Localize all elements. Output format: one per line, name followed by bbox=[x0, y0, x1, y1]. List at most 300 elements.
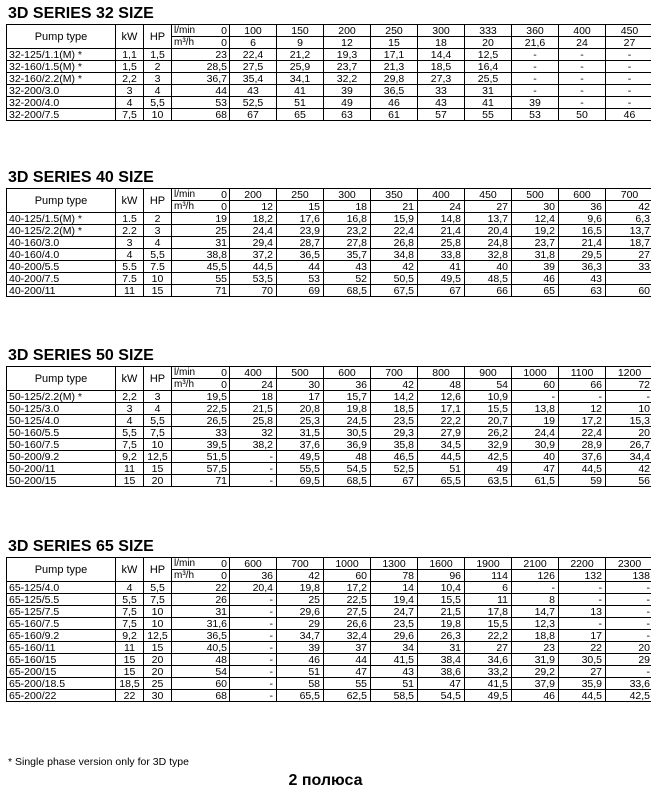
head-at-zero-cell: 31 bbox=[172, 237, 230, 249]
head-value-cell: 35,8 bbox=[371, 439, 418, 451]
flow-value: 600 bbox=[324, 367, 371, 379]
head-value-cell: - bbox=[606, 618, 651, 630]
head-value-cell: 42,5 bbox=[606, 690, 651, 702]
head-value-cell: 34,8 bbox=[371, 249, 418, 261]
head-value-cell: 17,1 bbox=[371, 49, 418, 61]
head-value-cell: 43 bbox=[324, 261, 371, 273]
table-row bbox=[7, 109, 651, 121]
head-value-cell: 50,5 bbox=[371, 273, 418, 285]
flow-value: 12 bbox=[324, 37, 371, 49]
head-value-cell: 15,5 bbox=[418, 594, 465, 606]
hp-cell: 10 bbox=[144, 273, 172, 285]
head-value-cell: 18,8 bbox=[512, 630, 559, 642]
flow-value: 600 bbox=[230, 558, 277, 570]
head-value-cell: - bbox=[606, 630, 651, 642]
kw-header: kW bbox=[116, 558, 144, 582]
kw-cell: 3 bbox=[116, 403, 144, 415]
head-value-cell: 27,5 bbox=[230, 61, 277, 73]
flow-value: 1900 bbox=[465, 558, 512, 570]
head-value-cell: 28,7 bbox=[277, 237, 324, 249]
pump-type-cell: 50-200/15 bbox=[7, 475, 116, 487]
head-value-cell: - bbox=[230, 451, 277, 463]
hp-cell: 2 bbox=[144, 213, 172, 225]
flow-value: 700 bbox=[606, 189, 651, 201]
head-value-cell: 6 bbox=[465, 582, 512, 594]
table-row bbox=[7, 618, 651, 630]
head-value-cell: 42 bbox=[606, 463, 651, 475]
flow-zero-cell bbox=[172, 201, 230, 213]
head-value-cell: 19,8 bbox=[324, 403, 371, 415]
head-value-cell: 25,8 bbox=[230, 415, 277, 427]
hp-cell: 10 bbox=[144, 109, 172, 121]
head-at-zero-cell: 54 bbox=[172, 666, 230, 678]
head-value-cell: 23,2 bbox=[324, 225, 371, 237]
head-value-cell: 69 bbox=[277, 285, 324, 297]
head-value-cell: - bbox=[559, 73, 606, 85]
pump-type-cell: 65-160/9.2 bbox=[7, 630, 116, 642]
head-value-cell: 54,5 bbox=[324, 463, 371, 475]
table-row bbox=[7, 249, 651, 261]
flow-value: 9 bbox=[277, 37, 324, 49]
head-value-cell: 17,1 bbox=[418, 403, 465, 415]
table-row bbox=[7, 666, 651, 678]
head-value-cell: 23,5 bbox=[371, 415, 418, 427]
kw-cell: 9,2 bbox=[116, 630, 144, 642]
head-value-cell: 41,5 bbox=[371, 654, 418, 666]
head-value-cell: 65,5 bbox=[418, 475, 465, 487]
head-value-cell: 68,5 bbox=[324, 285, 371, 297]
head-value-cell: - bbox=[606, 391, 651, 403]
hp-cell: 3 bbox=[144, 225, 172, 237]
head-value-cell: 35,9 bbox=[559, 678, 606, 690]
head-value-cell: 13,7 bbox=[465, 213, 512, 225]
head-value-cell: 29,3 bbox=[371, 427, 418, 439]
flow-value: 400 bbox=[418, 189, 465, 201]
pump-type-cell: 40-200/7.5 bbox=[7, 273, 116, 285]
head-value-cell: - bbox=[559, 49, 606, 61]
section-title: 3D SERIES 65 SIZE bbox=[8, 538, 154, 555]
head-value-cell: 34,4 bbox=[606, 451, 651, 463]
head-value-cell: 44,5 bbox=[418, 451, 465, 463]
head-value-cell: 53 bbox=[277, 273, 324, 285]
head-at-zero-cell: 36,5 bbox=[172, 630, 230, 642]
head-value-cell: 16,4 bbox=[465, 61, 512, 73]
pump-type-cell: 65-200/18.5 bbox=[7, 678, 116, 690]
hp-header: HP bbox=[144, 367, 172, 391]
head-value-cell: 20 bbox=[606, 427, 651, 439]
hp-cell: 4 bbox=[144, 403, 172, 415]
head-value-cell: - bbox=[230, 618, 277, 630]
hp-cell: 5,5 bbox=[144, 249, 172, 261]
pump-type-cell: 65-160/7.5 bbox=[7, 618, 116, 630]
kw-cell: 1.5 bbox=[116, 213, 144, 225]
head-at-zero-cell: 26 bbox=[172, 594, 230, 606]
kw-cell: 4 bbox=[116, 97, 144, 109]
head-value-cell: 46 bbox=[512, 690, 559, 702]
pump-type-cell: 65-200/15 bbox=[7, 666, 116, 678]
flow-value: 200 bbox=[324, 25, 371, 37]
head-value-cell: 46 bbox=[371, 97, 418, 109]
flow-value: 250 bbox=[371, 25, 418, 37]
flow-value: 27 bbox=[465, 201, 512, 213]
head-value-cell: 31,9 bbox=[512, 654, 559, 666]
head-value-cell: 27 bbox=[465, 642, 512, 654]
head-value-cell: - bbox=[606, 85, 651, 97]
table-row bbox=[7, 273, 651, 285]
flow-value: 72 bbox=[606, 379, 651, 391]
head-value-cell: 63 bbox=[324, 109, 371, 121]
head-value-cell: 63,5 bbox=[465, 475, 512, 487]
head-value-cell: 65 bbox=[277, 109, 324, 121]
head-value-cell: 6,3 bbox=[606, 213, 651, 225]
head-value-cell: 39 bbox=[324, 85, 371, 97]
head-value-cell: 51 bbox=[277, 666, 324, 678]
table-row bbox=[7, 582, 651, 594]
table-row bbox=[7, 642, 651, 654]
head-value-cell: 15,5 bbox=[465, 403, 512, 415]
head-value-cell: 36,5 bbox=[371, 85, 418, 97]
head-at-zero-cell: 48 bbox=[172, 654, 230, 666]
hp-cell: 4 bbox=[144, 85, 172, 97]
head-value-cell: 17 bbox=[277, 391, 324, 403]
flow-value: 2300 bbox=[606, 558, 651, 570]
head-value-cell: 37,6 bbox=[277, 439, 324, 451]
hp-cell: 30 bbox=[144, 690, 172, 702]
head-at-zero-cell: 33 bbox=[172, 427, 230, 439]
head-value-cell: 34,7 bbox=[277, 630, 324, 642]
head-value-cell: 52 bbox=[324, 273, 371, 285]
head-at-zero-cell: 40,5 bbox=[172, 642, 230, 654]
head-value-cell: 67 bbox=[230, 109, 277, 121]
hp-cell: 20 bbox=[144, 666, 172, 678]
head-value-cell bbox=[606, 273, 651, 285]
head-value-cell: 41 bbox=[277, 85, 324, 97]
flow-zero-cell bbox=[172, 25, 230, 37]
kw-cell: 5.5 bbox=[116, 261, 144, 273]
pump-performance-table bbox=[6, 188, 651, 297]
head-value-cell: 13 bbox=[559, 606, 606, 618]
flow-value: 400 bbox=[230, 367, 277, 379]
head-value-cell: 53,5 bbox=[230, 273, 277, 285]
head-value-cell: 29 bbox=[277, 618, 324, 630]
head-value-cell: - bbox=[559, 618, 606, 630]
kw-header: kW bbox=[116, 367, 144, 391]
head-value-cell: 38,6 bbox=[418, 666, 465, 678]
head-value-cell: 10,9 bbox=[465, 391, 512, 403]
flow-value: 450 bbox=[606, 25, 651, 37]
head-value-cell: 55,5 bbox=[277, 463, 324, 475]
head-value-cell: 19,8 bbox=[418, 618, 465, 630]
hp-cell: 20 bbox=[144, 654, 172, 666]
head-value-cell: 10,4 bbox=[418, 582, 465, 594]
head-at-zero-cell: 31,6 bbox=[172, 618, 230, 630]
pump-type-cell: 40-125/2.2(M) * bbox=[7, 225, 116, 237]
head-value-cell: 46 bbox=[606, 109, 651, 121]
flow-value: 360 bbox=[512, 25, 559, 37]
head-value-cell: 33 bbox=[606, 261, 651, 273]
flow-zero-cell bbox=[172, 37, 230, 49]
head-value-cell: 22,5 bbox=[324, 594, 371, 606]
hp-cell: 5,5 bbox=[144, 415, 172, 427]
table-row bbox=[7, 439, 651, 451]
head-value-cell: 48 bbox=[324, 451, 371, 463]
flow-value: 42 bbox=[277, 570, 324, 582]
flow-value: 250 bbox=[277, 189, 324, 201]
head-at-zero-cell: 53 bbox=[172, 97, 230, 109]
lmin-label: l/min bbox=[174, 557, 196, 569]
hp-cell: 3 bbox=[144, 391, 172, 403]
head-value-cell: 23 bbox=[512, 642, 559, 654]
head-value-cell: - bbox=[512, 73, 559, 85]
head-value-cell: 25,9 bbox=[277, 61, 324, 73]
flow-value: 2100 bbox=[512, 558, 559, 570]
pump-type-cell: 65-160/11 bbox=[7, 642, 116, 654]
head-value-cell: 31 bbox=[465, 85, 512, 97]
flow-value: 42 bbox=[371, 379, 418, 391]
head-value-cell: 19,3 bbox=[324, 49, 371, 61]
head-value-cell: 55 bbox=[324, 678, 371, 690]
flow-value: 2200 bbox=[559, 558, 606, 570]
head-value-cell: 33,6 bbox=[606, 678, 651, 690]
series-section bbox=[6, 168, 650, 297]
flow-value: 300 bbox=[324, 189, 371, 201]
head-value-cell: 15,5 bbox=[465, 618, 512, 630]
hp-cell: 4 bbox=[144, 237, 172, 249]
table-row bbox=[7, 225, 651, 237]
head-value-cell: 41 bbox=[418, 261, 465, 273]
head-at-zero-cell: 71 bbox=[172, 285, 230, 297]
head-value-cell: - bbox=[230, 630, 277, 642]
table-row bbox=[7, 690, 651, 702]
head-value-cell: - bbox=[230, 654, 277, 666]
hp-cell: 15 bbox=[144, 285, 172, 297]
pump-type-cell: 40-160/4.0 bbox=[7, 249, 116, 261]
head-value-cell: 30,5 bbox=[559, 654, 606, 666]
lmin-label: l/min bbox=[174, 188, 196, 200]
head-value-cell: 34 bbox=[371, 642, 418, 654]
table-row bbox=[7, 97, 651, 109]
flow-value: 138 bbox=[606, 570, 651, 582]
head-at-zero-cell: 60 bbox=[172, 678, 230, 690]
head-value-cell: 59 bbox=[559, 475, 606, 487]
head-value-cell: 29,2 bbox=[512, 666, 559, 678]
head-value-cell: 19 bbox=[512, 415, 559, 427]
kw-cell: 5,5 bbox=[116, 427, 144, 439]
pump-type-cell: 50-200/9.2 bbox=[7, 451, 116, 463]
head-value-cell: 33 bbox=[418, 85, 465, 97]
pump-type-cell: 40-160/3.0 bbox=[7, 237, 116, 249]
head-value-cell: 27,5 bbox=[324, 606, 371, 618]
head-value-cell: 14,2 bbox=[371, 391, 418, 403]
flow-value: 27 bbox=[606, 37, 651, 49]
head-value-cell: 29 bbox=[606, 654, 651, 666]
section-title: 3D SERIES 50 SIZE bbox=[8, 347, 154, 364]
head-value-cell: - bbox=[230, 666, 277, 678]
table-row bbox=[7, 463, 651, 475]
head-value-cell: 37,6 bbox=[559, 451, 606, 463]
pump-type-cell: 65-125/7.5 bbox=[7, 606, 116, 618]
head-value-cell: 65,5 bbox=[277, 690, 324, 702]
head-value-cell: 20 bbox=[606, 642, 651, 654]
head-value-cell: 33,8 bbox=[418, 249, 465, 261]
head-value-cell: 44,5 bbox=[230, 261, 277, 273]
hp-cell: 15 bbox=[144, 463, 172, 475]
head-value-cell: 58,5 bbox=[371, 690, 418, 702]
head-value-cell: 12 bbox=[559, 403, 606, 415]
head-value-cell: 27,8 bbox=[324, 237, 371, 249]
head-value-cell: 56 bbox=[606, 475, 651, 487]
flow-value: 300 bbox=[418, 25, 465, 37]
head-value-cell: - bbox=[512, 85, 559, 97]
head-value-cell: 55 bbox=[465, 109, 512, 121]
pump-type-cell: 40-200/5.5 bbox=[7, 261, 116, 273]
head-at-zero-cell: 28,5 bbox=[172, 61, 230, 73]
lmin-label: l/min bbox=[174, 24, 196, 36]
kw-cell: 7,5 bbox=[116, 618, 144, 630]
head-value-cell: - bbox=[606, 666, 651, 678]
head-value-cell: 52,5 bbox=[371, 463, 418, 475]
table-row bbox=[7, 630, 651, 642]
footnote: * Single phase version only for 3D type bbox=[8, 756, 189, 768]
flow-value: 126 bbox=[512, 570, 559, 582]
table-row bbox=[7, 237, 651, 249]
head-value-cell: 27 bbox=[559, 666, 606, 678]
head-value-cell: - bbox=[230, 642, 277, 654]
flow-value: 66 bbox=[559, 379, 606, 391]
head-value-cell: 27,9 bbox=[418, 427, 465, 439]
head-value-cell: 18 bbox=[230, 391, 277, 403]
pump-type-cell: 65-125/4.0 bbox=[7, 582, 116, 594]
kw-cell: 22 bbox=[116, 690, 144, 702]
hp-cell: 10 bbox=[144, 606, 172, 618]
head-value-cell: 32,8 bbox=[465, 249, 512, 261]
head-value-cell: - bbox=[559, 85, 606, 97]
pump-performance-table bbox=[6, 557, 651, 702]
head-at-zero-cell: 31 bbox=[172, 606, 230, 618]
head-value-cell: 47 bbox=[512, 463, 559, 475]
series-section bbox=[6, 4, 645, 121]
head-value-cell: 12,4 bbox=[512, 213, 559, 225]
head-value-cell: 20,7 bbox=[465, 415, 512, 427]
pump-type-cell: 32-125/1.1(M) * bbox=[7, 49, 116, 61]
flow-zero-cell bbox=[172, 367, 230, 379]
table-row bbox=[7, 213, 651, 225]
head-at-zero-cell: 68 bbox=[172, 690, 230, 702]
head-value-cell: 49,5 bbox=[465, 690, 512, 702]
head-value-cell: 47 bbox=[324, 666, 371, 678]
flow-zero-cell bbox=[172, 379, 230, 391]
flow-value: 60 bbox=[512, 379, 559, 391]
kw-cell: 7,5 bbox=[116, 606, 144, 618]
flow-value: 0 bbox=[221, 24, 227, 37]
flow-value: 150 bbox=[277, 25, 324, 37]
head-value-cell: 43 bbox=[230, 85, 277, 97]
pump-type-cell: 40-200/11 bbox=[7, 285, 116, 297]
head-value-cell: 14,7 bbox=[512, 606, 559, 618]
kw-cell: 1,1 bbox=[116, 49, 144, 61]
flow-value: 100 bbox=[230, 25, 277, 37]
kw-cell: 2,2 bbox=[116, 391, 144, 403]
head-value-cell: - bbox=[606, 97, 651, 109]
flow-value: 42 bbox=[606, 201, 651, 213]
head-value-cell: 14,8 bbox=[418, 213, 465, 225]
head-value-cell: 33,2 bbox=[465, 666, 512, 678]
head-at-zero-cell: 25 bbox=[172, 225, 230, 237]
head-value-cell: 32,2 bbox=[324, 73, 371, 85]
head-value-cell: 69,5 bbox=[277, 475, 324, 487]
table-row bbox=[7, 415, 651, 427]
head-value-cell: 49 bbox=[465, 463, 512, 475]
table-row bbox=[7, 654, 651, 666]
flow-value: 21 bbox=[371, 201, 418, 213]
table-row bbox=[7, 451, 651, 463]
kw-cell: 11 bbox=[116, 463, 144, 475]
head-value-cell: 23,7 bbox=[512, 237, 559, 249]
head-value-cell: 43 bbox=[559, 273, 606, 285]
head-value-cell: 29,6 bbox=[371, 630, 418, 642]
table-row bbox=[7, 49, 651, 61]
flow-value: 132 bbox=[559, 570, 606, 582]
head-value-cell: 23,5 bbox=[371, 618, 418, 630]
head-value-cell: - bbox=[559, 582, 606, 594]
head-value-cell: - bbox=[512, 582, 559, 594]
lmin-label: l/min bbox=[174, 366, 196, 378]
head-value-cell: 18,7 bbox=[606, 237, 651, 249]
pump-type-cell: 65-160/15 bbox=[7, 654, 116, 666]
head-value-cell: 46,5 bbox=[371, 451, 418, 463]
flow-value: 1200 bbox=[606, 367, 651, 379]
head-at-zero-cell: 23 bbox=[172, 49, 230, 61]
head-value-cell: 62,5 bbox=[324, 690, 371, 702]
footer-caption: 2 полюса bbox=[288, 772, 363, 789]
head-value-cell: 26,2 bbox=[465, 427, 512, 439]
head-value-cell: 22,2 bbox=[465, 630, 512, 642]
head-value-cell: 61 bbox=[371, 109, 418, 121]
flow-value: 60 bbox=[324, 570, 371, 582]
flow-value: 200 bbox=[230, 189, 277, 201]
head-value-cell: 32,9 bbox=[465, 439, 512, 451]
head-value-cell: - bbox=[512, 391, 559, 403]
pump-type-cell: 32-200/3.0 bbox=[7, 85, 116, 97]
head-value-cell: - bbox=[230, 606, 277, 618]
hp-cell: 25 bbox=[144, 678, 172, 690]
head-value-cell: 53 bbox=[512, 109, 559, 121]
head-value-cell: 22,4 bbox=[559, 427, 606, 439]
head-value-cell: 14,4 bbox=[418, 49, 465, 61]
table-row bbox=[7, 475, 651, 487]
head-value-cell: 26,8 bbox=[371, 237, 418, 249]
head-value-cell: - bbox=[559, 61, 606, 73]
table-row bbox=[7, 261, 651, 273]
head-value-cell: 20,4 bbox=[230, 582, 277, 594]
head-value-cell: 31,5 bbox=[277, 427, 324, 439]
head-value-cell: 49 bbox=[324, 97, 371, 109]
pump-type-cell: 65-200/22 bbox=[7, 690, 116, 702]
flow-value: 18 bbox=[324, 201, 371, 213]
head-value-cell: 30,5 bbox=[324, 427, 371, 439]
head-value-cell: 17,2 bbox=[559, 415, 606, 427]
table-row bbox=[7, 61, 651, 73]
section-title: 3D SERIES 32 SIZE bbox=[8, 5, 154, 22]
head-value-cell: 52,5 bbox=[230, 97, 277, 109]
m3h-label: m³/h bbox=[174, 200, 194, 212]
head-value-cell: 21,3 bbox=[371, 61, 418, 73]
hp-header: HP bbox=[144, 25, 172, 49]
flow-value: 6 bbox=[230, 37, 277, 49]
head-value-cell: 37,2 bbox=[230, 249, 277, 261]
head-value-cell: 21,2 bbox=[277, 49, 324, 61]
head-value-cell: 12,3 bbox=[512, 618, 559, 630]
